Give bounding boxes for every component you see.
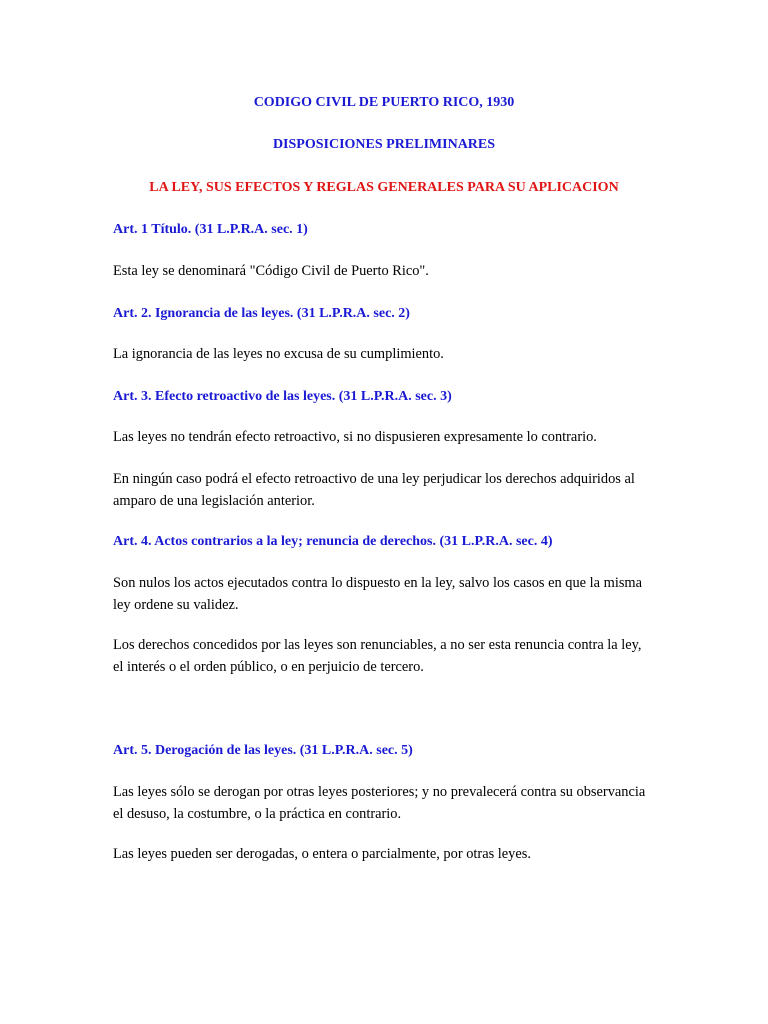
article-paragraph: Las leyes no tendrán efecto retroactivo, si no dispusieren expresamente lo contrario. [113,429,597,445]
article-heading: Art. 5. Derogación de las leyes. (31 L.P.R.A. sec. 5) [113,743,413,758]
article-paragraph: La ignorancia de las leyes no excusa de su cumplimiento. [113,346,444,362]
article-paragraph: Son nulos los actos ejecutados contra lo dispuesto en la ley, salvo los casos en que la misma ley ordene su validez. [113,575,643,613]
document-title: CODIGO CIVIL DE PUERTO RICO, 1930 [253,95,515,110]
article-heading: Art. 2. Ignorancia de las leyes. (31 L.P.R.A. sec. 2) [113,306,410,321]
article-paragraph: En ningún caso podrá el efecto retroactivo de una ley perjudicar los derechos adquiridos al amparo de una legislación anterior. [113,471,635,509]
article-paragraph: Esta ley se denominará "Código Civil de Puerto Rico". [113,263,429,279]
article-heading: Art. 3. Efecto retroactivo de las leyes. (31 L.P.R.A. sec. 3) [113,389,452,404]
document-subtitle: DISPOSICIONES PRELIMINARES [272,137,496,152]
article-paragraph: Las leyes pueden ser derogadas, o entera o parcialmente, por otras leyes. [113,846,531,862]
article-paragraph: Los derechos concedidos por las leyes son renunciables, a no ser esta renuncia contra la ley, el interés o el orden público, o en perjuicio de tercero. [113,637,642,675]
article-heading: Art. 4. Actos contrarios a la ley; renuncia de derechos. (31 L.P.R.A. sec. 4) [113,534,553,549]
section-title: LA LEY, SUS EFECTOS Y REGLAS GENERALES PARA SU APLICACION [149,180,619,195]
article-paragraph: Las leyes sólo se derogan por otras leyes posteriores; y no prevalecerá contra su observancia el desuso, la costumbre, o la práctica en contrario. [113,784,646,822]
article-heading: Art. 1 Título. (31 L.P.R.A. sec. 1) [113,222,308,237]
